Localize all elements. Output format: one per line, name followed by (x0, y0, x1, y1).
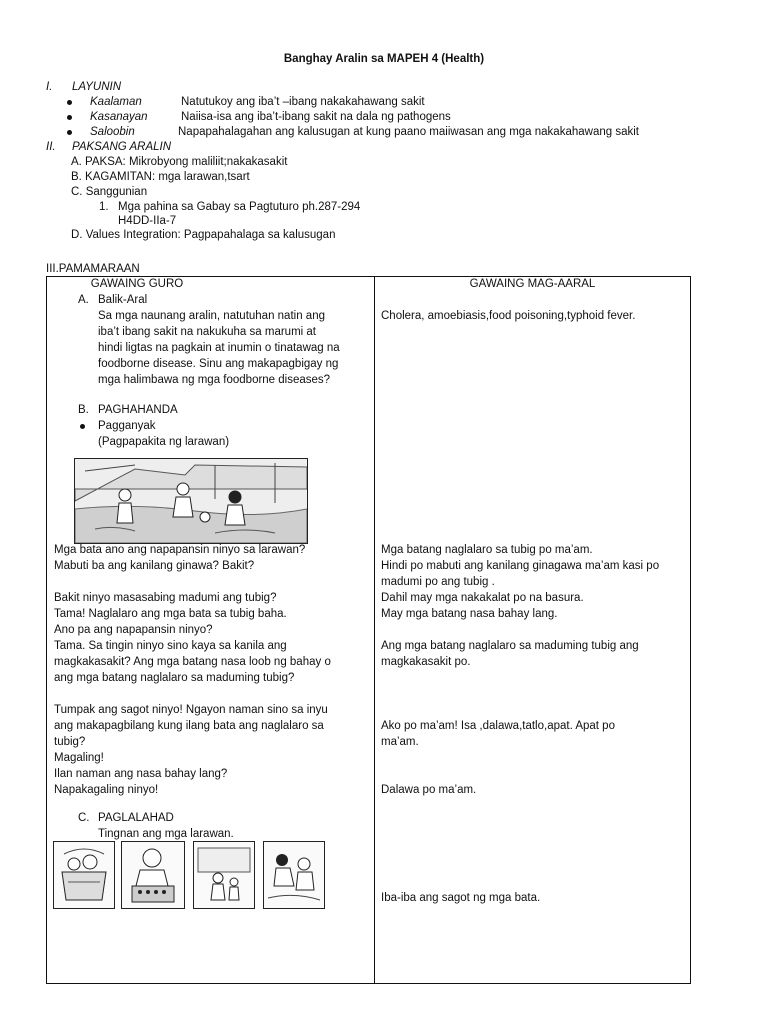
guro-line: Mabuti ba ang kanilang ginawa? Bakit? (54, 560, 255, 572)
reference-number: 1. (99, 201, 109, 213)
teacher-column (47, 277, 374, 983)
step-letter: B. (78, 404, 89, 416)
balik-aral-line: foodborne disease. Sinu ang makapagbigay ng (98, 358, 339, 370)
bullet-icon (80, 424, 85, 429)
guro-line: magkakasakit? Ang mga batang nasa loob ng bahay o (54, 656, 331, 668)
balik-aral-line: Sa mga naunang aralin, natutuhan natin ang (98, 310, 325, 322)
student-answer: Dahil may mga nakakalat po na basura. (381, 592, 584, 604)
kagamitan-line: B. KAGAMITAN: mga larawan,tsart (71, 171, 250, 183)
procedure-table (46, 276, 691, 984)
balik-aral-line: hindi ligtas na pagkain at inumin o tinatawag na (98, 342, 340, 354)
student-answer: Iba-iba ang sagot ng mga bata. (381, 892, 541, 904)
student-answer: May mga batang nasa bahay lang. (381, 608, 558, 620)
student-answer: Hindi po mabuti ang kanilang ginagawa ma’am kasi po (381, 560, 660, 572)
step-title-balik-aral: Balik-Aral (98, 294, 148, 306)
page-title: Banghay Aralin sa MAPEH 4 (Health) (283, 53, 485, 65)
student-column-header: GAWAING MAG-AARAL (469, 278, 596, 290)
section-heading-layunin: LAYUNIN (72, 81, 121, 93)
student-answer: Cholera, amoebiasis,food poisoning,typhoid fever. (381, 310, 636, 322)
guro-line: ang mga batang naglalaro sa maduming tubig? (54, 672, 295, 684)
step-title-paghahanda: PAGHAHANDA (98, 404, 178, 416)
guro-line: Tama! Naglalaro ang mga bata sa tubig baha. (54, 608, 287, 620)
food-vendor-illustration (121, 841, 185, 909)
bullet-icon (67, 130, 72, 135)
step-letter: A. (78, 294, 89, 306)
reference-text: Mga pahina sa Gabay sa Pagtuturo ph.287-294 (118, 201, 361, 213)
student-answer: ma’am. (381, 736, 419, 748)
student-answer: Dalawa po ma’am. (381, 784, 477, 796)
guro-line: Magaling! (54, 752, 104, 764)
balik-aral-line: mga halimbawa ng mga foodborne diseases? (98, 374, 331, 386)
step-letter: C. (78, 812, 90, 824)
pagganyak-label: Pagganyak (98, 420, 156, 432)
section-heading-paksang-aralin: PAKSANG ARALIN (72, 141, 172, 153)
children-playing-illustration (263, 841, 325, 909)
objective-label: Saloobin (90, 126, 135, 138)
guro-line: Mga bata ano ang napapansin ninyo sa larawan? (54, 544, 306, 556)
reference-code: H4DD-IIa-7 (118, 215, 177, 227)
guro-line: Tama. Sa tingin ninyo sino kaya sa kanila ang (54, 640, 287, 652)
bullet-icon (67, 100, 72, 105)
section-numeral: II. (46, 141, 56, 153)
flood-children-illustration (74, 458, 308, 544)
objective-label: Kaalaman (90, 96, 142, 108)
objective-label: Kasanayan (90, 111, 148, 123)
objective-text: Napapahalagahan ang kalusugan at kung paano maiiwasan ang mga nakakahawang sakit (178, 126, 639, 138)
paksa-line: A. PAKSA: Mikrobyong maliliit;nakakasakit (71, 156, 288, 168)
guro-line: Bakit ninyo masasabing madumi ang tubig? (54, 592, 277, 604)
guro-line: tubig? (54, 736, 86, 748)
values-integration-line: D. Values Integration: Pagpapahalaga sa kalusugan (71, 229, 336, 241)
section-numeral: I. (46, 81, 53, 93)
section-heading-pamamaraan: III.PAMAMARAAN (46, 263, 140, 275)
guro-line: Ilan naman ang nasa bahay lang? (54, 768, 228, 780)
student-answer: magkakasakit po. (381, 656, 471, 668)
student-answer: Ang mga batang naglalaro sa maduming tubig ang (381, 640, 639, 652)
objective-text: Natutukoy ang iba’t –ibang nakakahawang sakit (181, 96, 425, 108)
tingnan-line: Tingnan ang mga larawan. (98, 828, 234, 840)
guro-line: Tumpak ang sagot ninyo! Ngayon naman sino sa inyu (54, 704, 328, 716)
guro-line: Napakagaling ninyo! (54, 784, 159, 796)
pagganyak-sub: (Pagpapakita ng larawan) (98, 436, 230, 448)
guro-line: ang makapagbilang kung ilang bata ang naglalaro sa (54, 720, 324, 732)
children-street-illustration (193, 841, 255, 909)
sanggunian-line: C. Sanggunian (71, 186, 148, 198)
teacher-column-header: GAWAING GURO (90, 278, 184, 290)
bullet-icon (67, 115, 72, 120)
student-answer: Ako po ma’am! Isa ,dalawa,tatlo,apat. Apat po (381, 720, 615, 732)
objective-text: Naiisa-isa ang iba’t-ibang sakit na dala ng pathogens (181, 111, 451, 123)
garbage-bin-illustration (53, 841, 115, 909)
step-title-paglalahad: PAGLALAHAD (98, 812, 174, 824)
balik-aral-line: iba’t ibang sakit na nakukuha sa marumi at (98, 326, 316, 338)
student-column (375, 277, 690, 983)
student-answer: Mga batang naglalaro sa tubig po ma’am. (381, 544, 593, 556)
student-answer: madumi po ang tubig . (381, 576, 495, 588)
guro-line: Ano pa ang napapansin ninyo? (54, 624, 213, 636)
